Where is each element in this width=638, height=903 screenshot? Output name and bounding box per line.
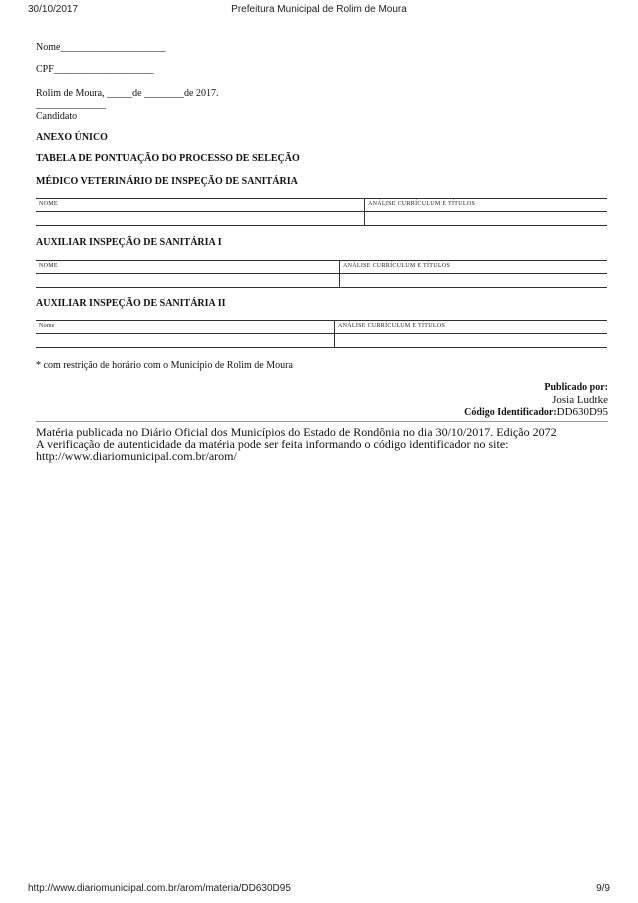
section-heading-auxiliar-1: AUXILIAR INSPEÇÃO DE SANITÁRIA I [36, 237, 222, 248]
column-header-analise: ANÁLISE CURRÍCULUM E TÍTULOS [338, 323, 446, 329]
page-number: 9/9 [596, 883, 610, 894]
publication-notice-link: http://www.diariomunicipal.com.br/arom/ [36, 449, 237, 463]
restriction-note: * com restrição de horário com o Município de Rolim de Moura [36, 360, 293, 371]
table-row [36, 333, 607, 347]
identifier-code-value: DD630D95 [556, 406, 608, 418]
form-cpf: CPF____________________ [36, 64, 154, 75]
form-local-data: Rolim de Moura, _____de ________de 2017. [36, 88, 219, 99]
annex-subtitle: TABELA DE PONTUAÇÃO DO PROCESSO DE SELEÇÃO [36, 153, 300, 164]
section-heading-auxiliar-2: AUXILIAR INSPEÇÃO DE SANITÁRIA II [36, 298, 226, 309]
published-by-name: Josia Ludtke [552, 394, 608, 406]
column-header-nome: NOME [39, 201, 58, 207]
table-header-row [36, 321, 607, 333]
form-nome: Nome_____________________ [36, 42, 166, 53]
divider [36, 421, 608, 422]
print-title: Prefeitura Municipal de Rolim de Moura [231, 4, 407, 15]
publication-notice-line-2: A verificação de autenticidade da matéria pode ser feita informando o código identificador no site: [36, 437, 509, 451]
score-table-medico [36, 198, 607, 226]
column-divider [334, 334, 335, 347]
column-divider [334, 321, 335, 333]
published-by-label: Publicado por: [544, 382, 608, 393]
print-date: 30/10/2017 [28, 4, 79, 15]
column-header-nome: NOME [39, 263, 58, 269]
annex-title: ANEXO ÚNICO [36, 132, 108, 143]
section-heading-medico: MÉDICO VETERINÁRIO DE INSPEÇÃO DE SANITÁRIA [36, 176, 298, 187]
table-row [36, 211, 607, 225]
print-header [0, 4, 638, 20]
column-divider [339, 261, 340, 273]
identifier-code-line [464, 406, 608, 418]
column-header-nome: Nome [39, 323, 55, 329]
footer-url: http://www.diariomunicipal.com.br/arom/materia/DD630D95 [28, 883, 291, 894]
table-header-row [36, 199, 607, 211]
column-header-analise: ANÁLISE CURRÍCULUM E TÍTULOS [343, 263, 451, 269]
table-header-row [36, 261, 607, 273]
print-footer [0, 883, 638, 897]
score-table-auxiliar-2 [36, 320, 607, 348]
score-table-auxiliar-1 [36, 260, 607, 288]
table-row [36, 273, 607, 287]
column-divider [339, 274, 340, 287]
identifier-code-label: Código Identificador: [464, 407, 557, 418]
column-header-analise: ANÁLISE CURRÍCULUM E TÍTULOS [368, 201, 476, 207]
signature-line: ______________ [36, 99, 106, 110]
form-candidato: Candidato [36, 111, 78, 122]
publication-notice-line-1: Matéria publicada no Diário Oficial dos Municípios do Estado de Rondônia no dia 30/10/2017. Edição 2072 [36, 425, 557, 439]
column-divider [364, 212, 365, 225]
column-divider [364, 199, 365, 211]
